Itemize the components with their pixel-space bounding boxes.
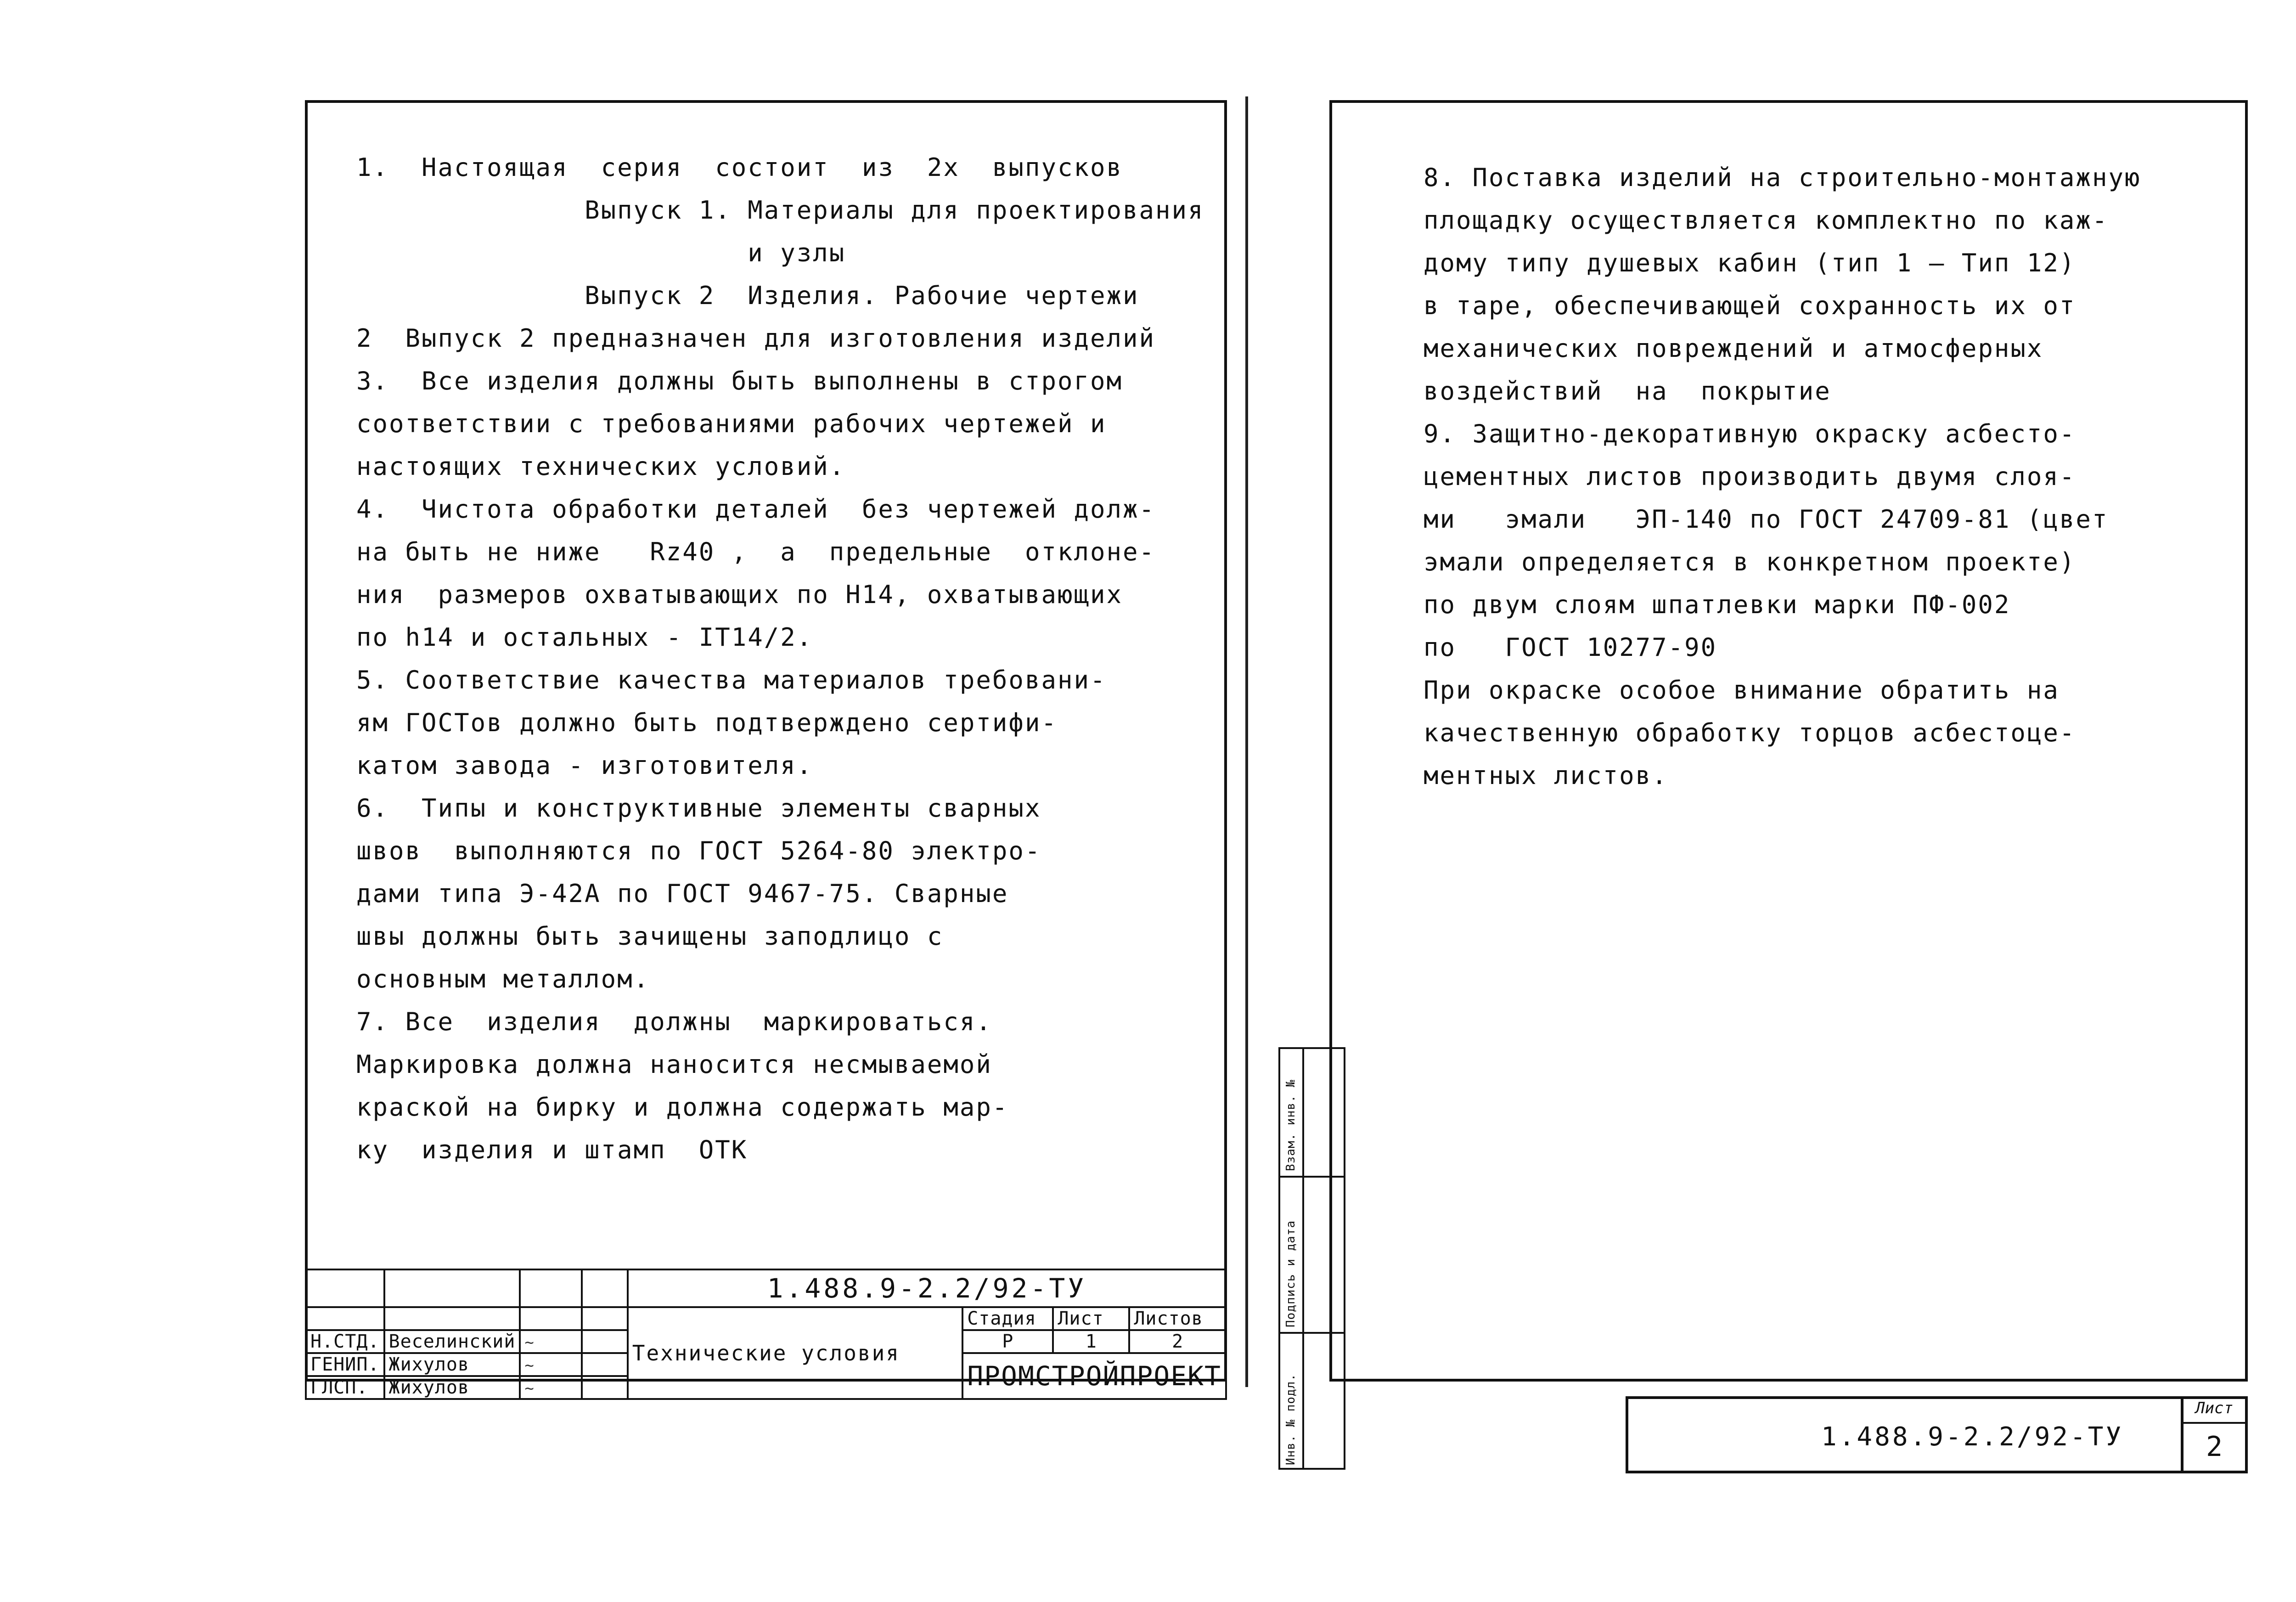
center-divider (1245, 96, 1248, 1387)
name-cell: Жихулов (384, 1353, 520, 1376)
right-sheet-cell (2181, 1399, 2245, 1471)
sheets-value: 2 (1129, 1330, 1226, 1353)
note-line: 1. Настоящая серия состоит из 2х выпусков (356, 153, 1123, 182)
note-line: настоящих технических условий. (356, 452, 846, 481)
note-line: 4. Чистота обработки деталей без чертежей долж- (356, 495, 1156, 524)
replacement-number-label: Взам. инв. № (1284, 1079, 1298, 1171)
side-bar-cells (1304, 1047, 1345, 1470)
signature: ~ (524, 1356, 535, 1375)
note-line: по h14 и остальных - IT14/2. (356, 623, 813, 652)
stage-value: Р (962, 1330, 1053, 1353)
note-line: ям ГОСТов должно быть подтверждено сертифи- (356, 708, 1058, 737)
note-line: качественную обработку торцов асбестоце- (1424, 718, 2076, 747)
note-line: в таре, обеспечивающей сохранность их от (1424, 291, 2076, 320)
side-bar-divider (1278, 1176, 1345, 1178)
note-line: по ГОСТ 10277-90 (1424, 633, 1717, 662)
note-line: Маркировка должна наносится несмываемой (356, 1050, 992, 1079)
role-cell: ГЕНИП. (306, 1353, 384, 1376)
note-line: дому типу душевых кабин (тип 1 — Тип 12) (1424, 248, 2076, 277)
left-notes (356, 146, 1204, 1171)
signature-date-label: Подпись и дата (1284, 1220, 1298, 1327)
note-line: При окраске особое внимание обратить на (1424, 676, 2060, 705)
note-line: Выпуск 2 Изделия. Рабочие чертежи (356, 281, 1139, 310)
signature: ~ (524, 1333, 535, 1352)
inventory-number-label: Инв. № подл. (1284, 1373, 1298, 1465)
note-line: 8. Поставка изделий на строительно-монтажную (1424, 163, 2141, 192)
note-line: по двум слоям шпатлевки марки ПФ-002 (1424, 590, 2011, 619)
right-notes (1424, 156, 2141, 797)
note-line: швы должны быть зачищены заподлицо с (356, 922, 944, 951)
role-cell: ГЛСП. (306, 1376, 384, 1399)
note-line: 9. Защитно-декоративную окраску асбесто- (1424, 419, 2076, 448)
note-line: основным металлом. (356, 965, 650, 993)
note-line: ментных листов. (1424, 761, 1668, 790)
stage-label: Стадия (962, 1307, 1053, 1330)
right-sheet-number: 2 (2206, 1431, 2223, 1463)
note-line: ми эмали ЭП-140 по ГОСТ 24709-81 (цвет (1424, 505, 2109, 534)
note-line: ку изделия и штамп ОТК (356, 1135, 748, 1164)
sheet-label: Лист (1053, 1307, 1129, 1330)
sheets-label: Листов (1129, 1307, 1226, 1330)
signature: ~ (524, 1379, 535, 1398)
right-sheet-label: Лист (2183, 1399, 2245, 1424)
document-title: Технические условия (632, 1341, 900, 1365)
note-line: 7. Все изделия должны маркироваться. (356, 1007, 992, 1036)
right-document-code: 1.488.9-2.2/92-ТУ (1821, 1422, 2124, 1452)
left-title-block (305, 1269, 1227, 1400)
note-line: 2 Выпуск 2 предназначен для изготовления изделий (356, 324, 1156, 353)
note-line: воздействий на покрытие (1424, 377, 1831, 406)
note-line: механических повреждений и атмосферных (1424, 334, 2043, 363)
note-line: катом завода - изготовителя. (356, 751, 813, 780)
note-line: и узлы (356, 238, 846, 267)
sheet-value: 1 (1053, 1330, 1129, 1353)
name-cell: Веселинский (384, 1330, 520, 1353)
right-title-block (1626, 1396, 2248, 1473)
note-line: 3. Все изделия должны быть выполнены в строгом (356, 367, 1123, 395)
role-cell: Н.СТД. (306, 1330, 384, 1353)
note-line: соответствии с требованиями рабочих чертежей и (356, 409, 1107, 438)
note-line: ния размеров охватывающих по Н14, охватывающих (356, 580, 1123, 609)
note-line: 6. Типы и конструктивные элементы сварных (356, 794, 1041, 823)
name-cell: Жихулов (384, 1376, 520, 1399)
organization-name: ПРОМСТРОЙПРОЕКТ (967, 1360, 1221, 1392)
note-line: площадку осуществляется комплектно по каж- (1424, 206, 2109, 235)
document-code: 1.488.9-2.2/92-ТУ (767, 1273, 1087, 1304)
note-line: дами типа Э-42А по ГОСТ 9467-75. Сварные (356, 879, 1009, 908)
note-line: на быть не ниже Rz40 , а предельные отклоне- (356, 537, 1156, 566)
note-line: цементных листов производить двумя слоя- (1424, 462, 2076, 491)
note-line: 5. Соответствие качества материалов требовани- (356, 666, 1107, 694)
side-bar-divider (1278, 1332, 1345, 1334)
note-line: швов выполняются по ГОСТ 5264-80 электро- (356, 836, 1041, 865)
note-line: Выпуск 1. Материалы для проектирования (356, 196, 1204, 225)
note-line: краской на бирку и должна содержать мар- (356, 1093, 1009, 1122)
note-line: эмали определяется в конкретном проекте) (1424, 547, 2076, 576)
